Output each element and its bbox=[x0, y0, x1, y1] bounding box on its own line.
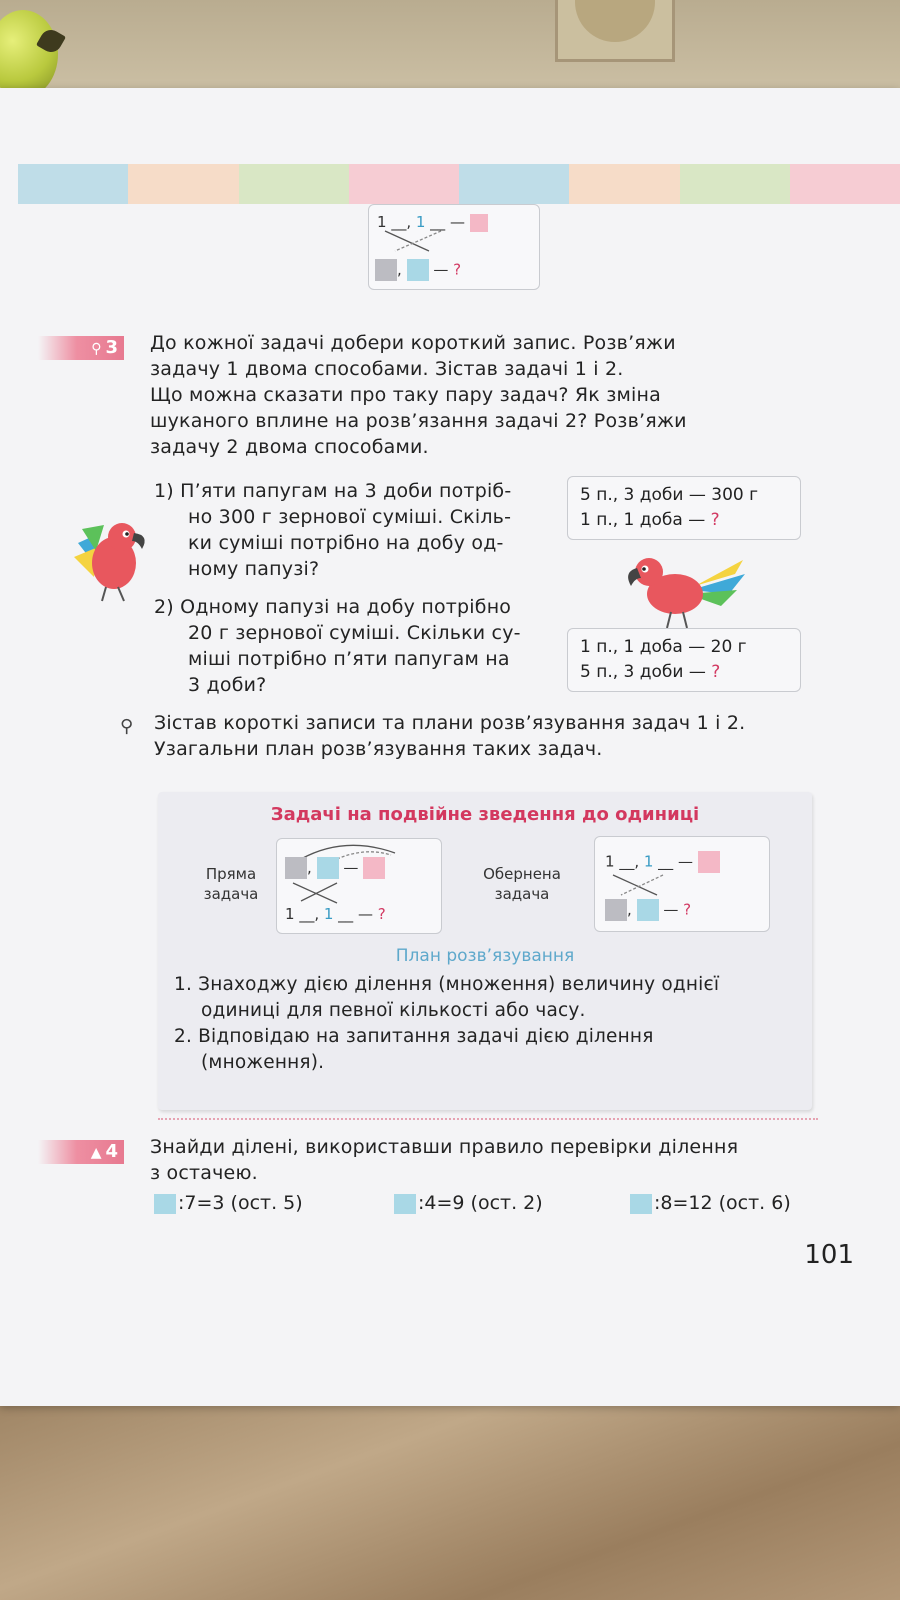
inverse-task-label bbox=[476, 864, 568, 904]
plan-item: 1. Знаходжу дією ділення (множення) величину однієї bbox=[174, 974, 720, 995]
blue-square bbox=[637, 899, 659, 921]
intro-line: шуканого вплине на розв’язання задачі 2? Розв’яжи bbox=[150, 410, 687, 432]
inverse-scheme-arrows bbox=[607, 873, 677, 897]
question-mark: ? bbox=[453, 260, 462, 279]
problem-1-line: 1) П’яти папугам на 3 доби потріб- bbox=[154, 480, 512, 502]
top-scheme-one-b: 1 bbox=[415, 213, 426, 231]
parrot-right-illustration bbox=[625, 550, 749, 634]
compare-line: Узагальни план розв’язування таких задач. bbox=[154, 738, 603, 760]
scheme-one: 1 bbox=[285, 905, 295, 923]
gray-square bbox=[375, 259, 397, 281]
textbook-page bbox=[0, 88, 900, 1406]
question-mark: ? bbox=[683, 900, 692, 919]
short-note-1 bbox=[567, 476, 801, 540]
top-scheme-arrows bbox=[379, 229, 449, 255]
problem-2-line: міші потрібно п’яти папугам на bbox=[188, 648, 510, 670]
top-scheme-box bbox=[368, 204, 540, 290]
question-mark: ? bbox=[377, 905, 386, 923]
blank-square bbox=[630, 1194, 652, 1214]
question-mark: ? bbox=[711, 662, 721, 682]
example-3-text: :8=12 (ост. 6) bbox=[654, 1192, 791, 1214]
table-surface-bottom bbox=[0, 1406, 900, 1600]
page-number: 101 bbox=[804, 1240, 854, 1270]
gray-square bbox=[285, 857, 307, 879]
plan-item: одиниці для певної кількості або часу. bbox=[201, 1000, 586, 1021]
intro-line: Що можна сказати про таку пару задач? Як зміна bbox=[150, 384, 661, 406]
note-2-line-1: 1 п., 1 доба — 20 г bbox=[580, 637, 747, 657]
task-3-badge bbox=[38, 336, 124, 360]
direct-scheme-arrows bbox=[287, 881, 357, 905]
direct-scheme-box bbox=[276, 838, 442, 934]
direct-scheme-row2: 1 __, 1 __ — ? bbox=[285, 905, 386, 923]
parrot-left-illustration bbox=[70, 513, 156, 605]
task-4-line: з остачею. bbox=[150, 1162, 258, 1184]
plan-list bbox=[174, 972, 719, 1076]
scheme-one-blue: 1 bbox=[323, 905, 334, 923]
direct-label-line: Пряма bbox=[205, 865, 257, 883]
direct-task-label bbox=[196, 864, 266, 904]
task-4-text bbox=[150, 1134, 738, 1186]
pink-square bbox=[698, 851, 720, 873]
theory-box bbox=[158, 792, 812, 1110]
problem-1-text bbox=[154, 478, 511, 582]
plan-title: План розв’язування bbox=[395, 946, 575, 966]
magnifier-icon: ⚲ bbox=[91, 341, 102, 357]
example-1 bbox=[154, 1192, 303, 1214]
plan-item: 2. Відповідаю на запитання задачі дією ділення bbox=[174, 1026, 654, 1047]
plan-item: (множення). bbox=[201, 1052, 325, 1073]
example-2 bbox=[394, 1192, 543, 1214]
task-4-line: Знайди ділені, використавши правило перевірки ділення bbox=[150, 1136, 739, 1158]
short-note-2 bbox=[567, 628, 801, 692]
scheme-one-blue: 1 bbox=[643, 852, 654, 871]
gray-square bbox=[605, 899, 627, 921]
pink-square bbox=[363, 857, 385, 879]
task-4-badge bbox=[38, 1140, 124, 1164]
blue-square bbox=[317, 857, 339, 879]
intro-line: задачу 2 двома способами. bbox=[150, 436, 429, 458]
top-scheme-row1: 1 __, 1 __ — bbox=[377, 213, 488, 232]
section-divider bbox=[158, 1118, 818, 1120]
inverse-scheme-box bbox=[594, 836, 770, 932]
task-3-number: 3 bbox=[105, 337, 118, 358]
note-1-line-2: 1 п., 1 доба — bbox=[580, 510, 711, 530]
top-scheme-one-a: 1 bbox=[377, 213, 387, 231]
inverse-scheme-row2: , — ? bbox=[605, 899, 691, 921]
question-mark: ? bbox=[710, 510, 720, 530]
example-2-text: :4=9 (ост. 2) bbox=[418, 1192, 543, 1214]
inverse-label-line: Обернена bbox=[483, 865, 561, 883]
problem-2-line: 2) Одному папузі на добу потрібно bbox=[154, 596, 512, 618]
theory-title: Задачі на подвійне зведення до одиниці bbox=[270, 804, 700, 825]
scheme-one: 1 bbox=[605, 852, 615, 871]
note-2-line-2: 5 п., 3 доби — bbox=[580, 662, 712, 682]
blank-square bbox=[394, 1194, 416, 1214]
problem-1-line: ному папузі? bbox=[188, 558, 320, 580]
problem-1-line: но 300 г зернової суміші. Скіль- bbox=[188, 506, 512, 528]
inverse-label-line: задача bbox=[494, 885, 550, 903]
problem-2-text bbox=[154, 594, 521, 698]
compare-text bbox=[154, 710, 745, 762]
task-3-intro bbox=[150, 330, 687, 460]
compare-line: Зістав короткі записи та плани розв’язування задач 1 і 2. bbox=[154, 712, 746, 734]
problem-2-line: 3 доби? bbox=[188, 674, 267, 696]
problem-2-line: 20 г зернової суміші. Скільки су- bbox=[188, 622, 521, 644]
note-1-line-1: 5 п., 3 доби — 300 г bbox=[580, 485, 759, 505]
blue-square bbox=[407, 259, 429, 281]
direct-scheme-row1: , — bbox=[285, 857, 385, 879]
top-scheme-row2: , — ? bbox=[375, 259, 461, 281]
pink-square bbox=[470, 214, 488, 232]
example-1-text: :7=3 (ост. 5) bbox=[178, 1192, 303, 1214]
magnifier-icon: ⚲ bbox=[120, 716, 134, 737]
direct-label-line: задача bbox=[203, 885, 259, 903]
task-4-number: 4 bbox=[105, 1141, 118, 1162]
example-3 bbox=[630, 1192, 791, 1214]
inverse-scheme-row1: 1 __, 1 __ — bbox=[605, 851, 720, 873]
intro-line: задачу 1 двома способами. Зістав задачі 1 і 2. bbox=[150, 358, 624, 380]
color-band bbox=[18, 164, 900, 204]
problem-1-line: ки суміші потрібно на добу од- bbox=[188, 532, 504, 554]
intro-line: До кожної задачі добери короткий запис. Розв’яжи bbox=[150, 332, 676, 354]
blank-square bbox=[154, 1194, 176, 1214]
graduation-cap-icon: ▲ bbox=[90, 1145, 102, 1161]
